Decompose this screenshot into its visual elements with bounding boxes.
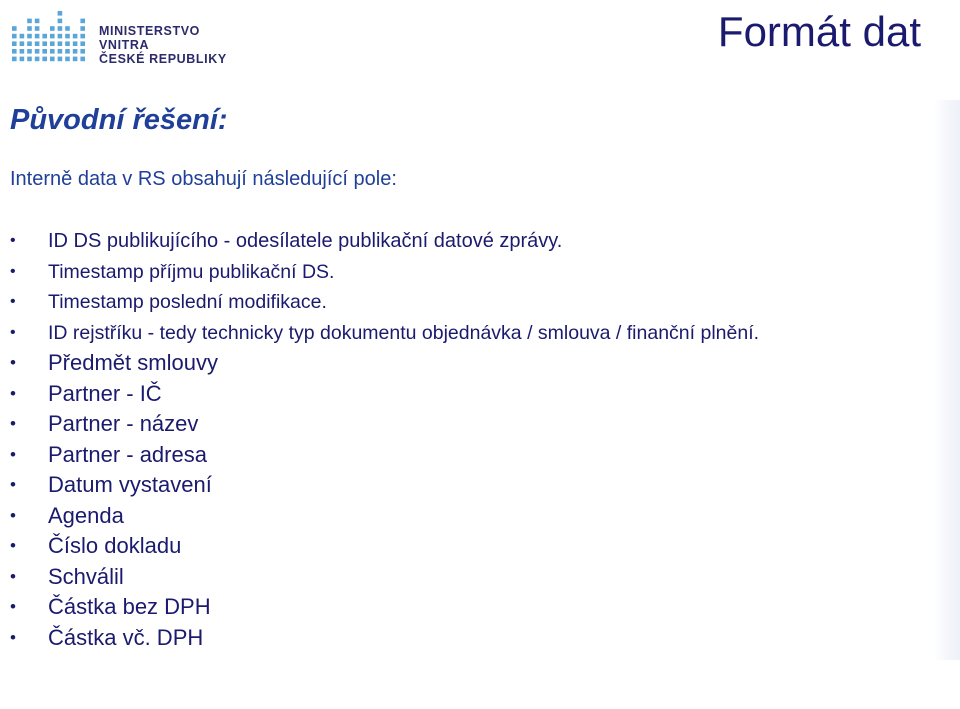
logo-dot	[65, 41, 70, 46]
ministry-logo	[9, 7, 229, 67]
list-item: • Schválil	[10, 562, 905, 593]
logo-dot	[50, 57, 55, 62]
logo-dot	[12, 26, 17, 31]
logo-dot	[73, 34, 78, 39]
logo-dot	[27, 49, 32, 54]
logo-dot	[80, 57, 85, 62]
logo-dot	[12, 57, 17, 62]
list-item: • Partner - IČ	[10, 379, 905, 410]
logo-dot	[20, 49, 25, 54]
logo-dot	[35, 57, 40, 62]
logo-dot	[73, 41, 78, 46]
logo-dot	[73, 57, 78, 62]
logo-dot	[27, 26, 32, 31]
logo-dot	[12, 41, 17, 46]
logo-dot	[65, 49, 70, 54]
logo-dot	[58, 26, 63, 31]
list-item: • Částka bez DPH	[10, 592, 905, 623]
logo-dot	[27, 57, 32, 62]
list-item: • Partner - adresa	[10, 440, 905, 471]
logo-dot	[50, 34, 55, 39]
list-item: • Datum vystavení	[10, 470, 905, 501]
logo-dot	[27, 41, 32, 46]
logo-dot	[80, 19, 85, 24]
logo-dot	[42, 57, 47, 62]
logo-dot	[50, 41, 55, 46]
logo-dot	[50, 49, 55, 54]
list-item: • Předmět smlouvy	[10, 348, 905, 379]
list-item: • Číslo dokladu	[10, 531, 905, 562]
logo-dot	[80, 26, 85, 31]
list-item: • Částka vč. DPH	[10, 623, 905, 654]
list-item: • ID DS publikujícího - odesílatele publikační datové zprávy.	[10, 226, 905, 257]
list-item: • Timestamp poslední modifikace.	[10, 287, 905, 318]
logo-dot	[50, 26, 55, 31]
logo-dot	[42, 34, 47, 39]
section-heading: Původní řešení:	[10, 104, 228, 136]
logo-dot	[58, 49, 63, 54]
logo-dot	[20, 41, 25, 46]
logo-dot	[35, 19, 40, 24]
ministry-name-line2: ČESKÉ REPUBLIKY	[99, 52, 227, 66]
logo-dot	[58, 11, 63, 16]
logo-dot	[65, 57, 70, 62]
logo-dot	[80, 49, 85, 54]
logo-dot	[58, 19, 63, 24]
page-title: Formát dat	[717, 8, 921, 55]
intro-text: Interně data v RS obsahují následující pole:	[10, 168, 397, 190]
logo-dot	[65, 26, 70, 31]
logo-dot	[58, 34, 63, 39]
logo-dot	[80, 41, 85, 46]
logo-dot	[65, 34, 70, 39]
dot-grid-logo-icon	[9, 7, 89, 67]
field-list	[10, 226, 905, 653]
logo-dot	[27, 34, 32, 39]
list-item: • Agenda	[10, 501, 905, 532]
list-item: • Partner - název	[10, 409, 905, 440]
logo-dot	[35, 41, 40, 46]
logo-dot	[80, 34, 85, 39]
logo-dot	[27, 19, 32, 24]
logo-dot	[12, 34, 17, 39]
logo-dot	[20, 34, 25, 39]
list-item: • Timestamp příjmu publikační DS.	[10, 257, 905, 288]
logo-dot	[42, 41, 47, 46]
ministry-name	[99, 24, 229, 66]
logo-dot	[58, 57, 63, 62]
logo-dot	[12, 49, 17, 54]
logo-dot	[42, 49, 47, 54]
logo-dot	[35, 49, 40, 54]
logo-dot	[73, 49, 78, 54]
logo-dot	[35, 34, 40, 39]
logo-dot	[58, 41, 63, 46]
logo-dot	[35, 26, 40, 31]
decorative-side-stripe	[934, 100, 960, 660]
ministry-name-line1: MINISTERSTVO VNITRA	[99, 24, 200, 52]
logo-dot	[20, 57, 25, 62]
list-item: • ID rejstříku - tedy technicky typ dokumentu objednávka / smlouva / finanční plnění.	[10, 318, 905, 349]
